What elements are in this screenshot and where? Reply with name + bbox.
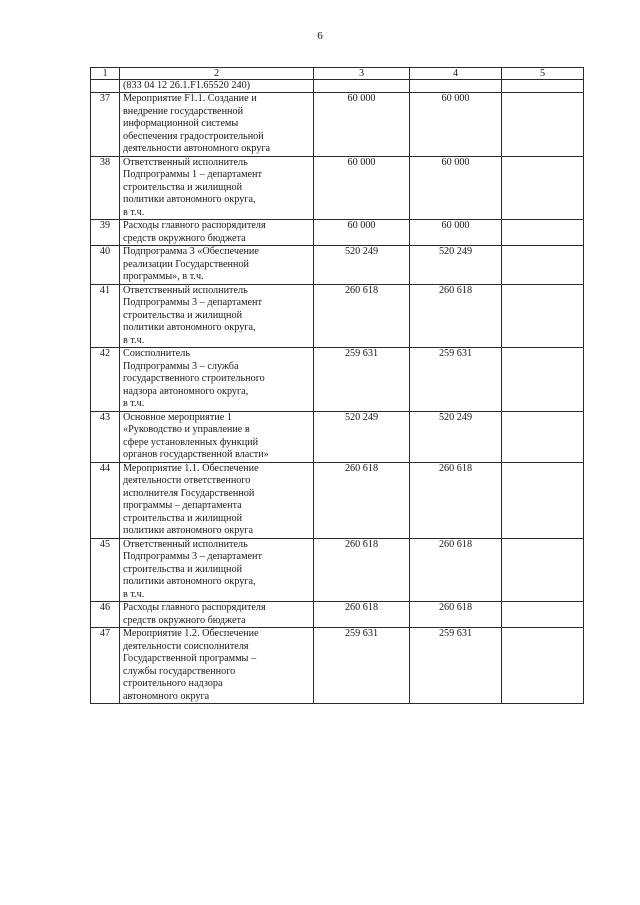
row-value-col4-text: 60 000 bbox=[441, 156, 470, 168]
row-number-cell bbox=[91, 628, 120, 704]
row-number-text: 38 bbox=[99, 156, 111, 168]
row-name-cell bbox=[120, 348, 314, 412]
row-name-text: Основное мероприятие 1 «Руководство и управление в сфере установленных функций органов государственной власти» bbox=[123, 411, 269, 460]
row-number-cell bbox=[91, 538, 120, 602]
code-row-cell-3 bbox=[314, 80, 410, 93]
row-number-text: 43 bbox=[99, 411, 111, 423]
row-value-col4-cell bbox=[410, 93, 502, 157]
table-row bbox=[91, 538, 584, 602]
header-cell-1: 1 bbox=[91, 68, 120, 80]
row-value-col4-text: 60 000 bbox=[441, 220, 470, 231]
row-number-cell bbox=[91, 156, 120, 220]
row-value-col5-cell bbox=[502, 93, 584, 157]
row-value-col3-cell bbox=[314, 284, 410, 348]
table-row bbox=[91, 628, 584, 704]
row-number-cell bbox=[91, 602, 120, 628]
row-number-text: 44 bbox=[99, 462, 111, 474]
row-value-col3-text: 60 000 bbox=[347, 220, 376, 231]
row-value-col5-cell bbox=[502, 220, 584, 246]
row-name-cell bbox=[120, 220, 314, 246]
row-value-col4-text: 520 249 bbox=[438, 246, 473, 257]
row-value-col5-cell bbox=[502, 628, 584, 704]
row-value-col5-cell bbox=[502, 156, 584, 220]
row-value-col4-cell bbox=[410, 246, 502, 285]
row-number-cell bbox=[91, 93, 120, 157]
table-row bbox=[91, 220, 584, 246]
row-value-col4-cell bbox=[410, 348, 502, 412]
header-cell-5: 5 bbox=[502, 68, 584, 80]
table-row bbox=[91, 462, 584, 538]
row-value-col3-text: 260 618 bbox=[344, 462, 379, 474]
row-value-col5-cell bbox=[502, 602, 584, 628]
row-value-col5-cell bbox=[502, 348, 584, 412]
row-value-col3-text: 259 631 bbox=[344, 348, 379, 359]
row-value-col5-cell bbox=[502, 462, 584, 538]
row-number-text: 46 bbox=[99, 602, 111, 613]
row-number-text: 45 bbox=[99, 538, 111, 550]
row-name-text: Подпрограмма 3 «Обеспечение реализации Государственной программы», в т.ч. bbox=[123, 246, 259, 282]
row-value-col4-cell bbox=[410, 628, 502, 704]
header-cell-4: 4 bbox=[410, 68, 502, 80]
row-value-col3-cell bbox=[314, 538, 410, 602]
table-row bbox=[91, 411, 584, 462]
code-row-num-cell bbox=[91, 80, 120, 93]
row-value-col4-text: 60 000 bbox=[441, 93, 470, 104]
row-value-col3-cell bbox=[314, 348, 410, 412]
row-value-col3-cell bbox=[314, 93, 410, 157]
row-number-cell bbox=[91, 246, 120, 285]
row-name-cell bbox=[120, 156, 314, 220]
table-header-row bbox=[91, 68, 584, 80]
code-row-cell-4 bbox=[410, 80, 502, 93]
table-row bbox=[91, 93, 584, 157]
row-value-col3-text: 60 000 bbox=[347, 156, 376, 168]
row-value-col4-text: 260 618 bbox=[438, 602, 473, 613]
row-number-cell bbox=[91, 462, 120, 538]
row-name-cell bbox=[120, 602, 314, 628]
row-value-col3-text: 60 000 bbox=[347, 93, 376, 104]
code-row-text: (833 04 12 26.1.F1.65520 240) bbox=[120, 80, 314, 93]
row-name-cell bbox=[120, 462, 314, 538]
row-value-col3-cell bbox=[314, 602, 410, 628]
row-value-col3-text: 520 249 bbox=[344, 411, 379, 423]
row-value-col4-cell bbox=[410, 538, 502, 602]
row-value-col4-cell bbox=[410, 411, 502, 462]
row-name-text: Ответственный исполнитель Подпрограммы 3 – департамент строительства и жилищной политики автономного округа, в т.ч. bbox=[123, 284, 262, 346]
code-row-cell-5 bbox=[502, 80, 584, 93]
row-name-text: Расходы главного распорядителя средств окружного бюджета bbox=[123, 602, 266, 626]
row-name-text: Расходы главного распорядителя средств окружного бюджета bbox=[123, 220, 266, 244]
header-cell-2: 2 bbox=[120, 68, 314, 80]
row-name-cell bbox=[120, 628, 314, 704]
row-name-text: Соисполнитель Подпрограммы 3 – служба государственного строительного надзора автономного округа, в т.ч. bbox=[123, 348, 265, 409]
header-cell-3: 3 bbox=[314, 68, 410, 80]
row-value-col4-text: 520 249 bbox=[438, 411, 473, 423]
row-value-col3-text: 260 618 bbox=[344, 538, 379, 550]
row-name-text: Мероприятие 1.1. Обеспечение деятельности ответственного исполнителя Государственной программы – департамента строительства и жилищной политики автономного округа bbox=[123, 462, 259, 536]
row-number-text: 39 bbox=[99, 220, 111, 231]
table-row bbox=[91, 246, 584, 285]
row-name-cell bbox=[120, 246, 314, 285]
row-value-col5-cell bbox=[502, 284, 584, 348]
row-name-text: Мероприятие 1.2. Обеспечение деятельности соисполнителя Государственной программы – службы государственного строительного надзора автономного округа bbox=[123, 628, 259, 702]
row-value-col4-cell bbox=[410, 602, 502, 628]
row-value-col3-cell bbox=[314, 462, 410, 538]
row-value-col3-cell bbox=[314, 411, 410, 462]
row-value-col3-text: 260 618 bbox=[344, 284, 379, 296]
row-name-cell bbox=[120, 538, 314, 602]
row-value-col3-cell bbox=[314, 220, 410, 246]
table-row bbox=[91, 284, 584, 348]
row-value-col4-text: 260 618 bbox=[438, 462, 473, 474]
row-number-text: 41 bbox=[99, 284, 111, 296]
page-number: 6 bbox=[317, 30, 323, 42]
row-value-col3-cell bbox=[314, 156, 410, 220]
row-name-cell bbox=[120, 284, 314, 348]
budget-table bbox=[90, 67, 584, 704]
table-row bbox=[91, 156, 584, 220]
row-value-col3-text: 260 618 bbox=[344, 602, 379, 613]
row-value-col4-text: 259 631 bbox=[438, 628, 473, 639]
row-value-col5-cell bbox=[502, 538, 584, 602]
row-value-col4-text: 260 618 bbox=[438, 284, 473, 296]
row-value-col3-cell bbox=[314, 628, 410, 704]
row-number-cell bbox=[91, 348, 120, 412]
row-value-col3-text: 520 249 bbox=[344, 246, 379, 257]
row-name-cell bbox=[120, 411, 314, 462]
row-number-text: 40 bbox=[99, 246, 111, 257]
row-name-cell bbox=[120, 93, 314, 157]
row-number-cell bbox=[91, 411, 120, 462]
row-number-text: 42 bbox=[99, 348, 111, 359]
table-row bbox=[91, 348, 584, 412]
row-name-text: Ответственный исполнитель Подпрограммы 3 – департамент строительства и жилищной политики автономного округа, в т.ч. bbox=[123, 538, 262, 600]
row-value-col4-text: 260 618 bbox=[438, 538, 473, 550]
row-value-col3-text: 259 631 bbox=[344, 628, 379, 639]
row-value-col5-cell bbox=[502, 411, 584, 462]
row-value-col4-cell bbox=[410, 220, 502, 246]
row-number-text: 47 bbox=[99, 628, 111, 639]
row-value-col4-cell bbox=[410, 462, 502, 538]
row-value-col5-cell bbox=[502, 246, 584, 285]
row-number-text: 37 bbox=[99, 93, 111, 104]
row-value-col3-cell bbox=[314, 246, 410, 285]
row-name-text: Мероприятие F1.1. Создание и внедрение государственной информационной системы обеспечения градостроительной деятельности автономного округа bbox=[123, 93, 271, 154]
row-value-col4-cell bbox=[410, 284, 502, 348]
row-value-col4-text: 259 631 bbox=[438, 348, 473, 359]
row-number-cell bbox=[91, 284, 120, 348]
table-row bbox=[91, 602, 584, 628]
code-row bbox=[91, 80, 584, 93]
row-value-col4-cell bbox=[410, 156, 502, 220]
row-number-cell bbox=[91, 220, 120, 246]
row-name-text: Ответственный исполнитель Подпрограммы 1 – департамент строительства и жилищной политики автономного округа, в т.ч. bbox=[123, 156, 262, 218]
